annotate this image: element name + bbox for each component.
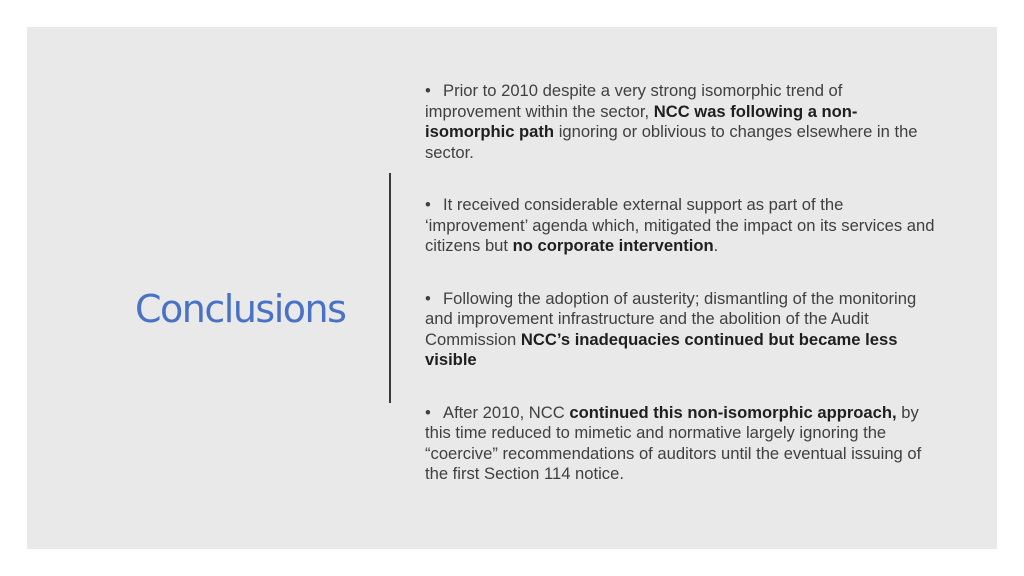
bullet-text: ignoring or oblivious to changes elsewhere in the sector.: [425, 122, 918, 162]
bullet-item: [425, 81, 935, 163]
bullet-text: After 2010, NCC: [443, 402, 570, 422]
bullet-dot-icon: •: [425, 402, 431, 422]
bullet-item: [425, 195, 935, 257]
vertical-divider: [389, 173, 391, 403]
bullet-bold-text: continued this non-isomorphic approach,: [569, 402, 897, 422]
bullet-dot-icon: •: [425, 81, 431, 100]
bullet-bold-text: no corporate intervention: [512, 236, 714, 255]
bullet-dot-icon: •: [425, 195, 431, 214]
bullet-text: It received considerable external support as part of the ‘improvement’ agenda which, mitigated the impact on its services and citizens but: [425, 195, 935, 255]
bullet-text: .: [713, 236, 719, 255]
bullet-text: Following the adoption of austerity; dismantling of the monitoring and improvement infrastructure and the abolition of the Audit Commission: [425, 288, 917, 349]
slide-title: Conclusions: [135, 287, 346, 331]
slide-panel: [27, 27, 997, 549]
bullet-item: [425, 403, 935, 485]
bullet-bold-text: NCC was following a non-isomorphic path: [425, 101, 858, 141]
bullet-list: [425, 81, 935, 517]
bullet-item: [425, 289, 935, 371]
bullet-dot-icon: •: [425, 288, 431, 308]
bullet-bold-text: NCC’s inadequacies continued but became less visible: [425, 329, 898, 369]
bullet-text: Prior to 2010 despite a very strong isomorphic trend of improvement within the sector,: [425, 81, 843, 121]
bullet-text: by this time reduced to mimetic and normative largely ignoring the “coercive” recommendations of auditors until the eventual issuing of the first Section 114 notice.: [425, 402, 922, 483]
